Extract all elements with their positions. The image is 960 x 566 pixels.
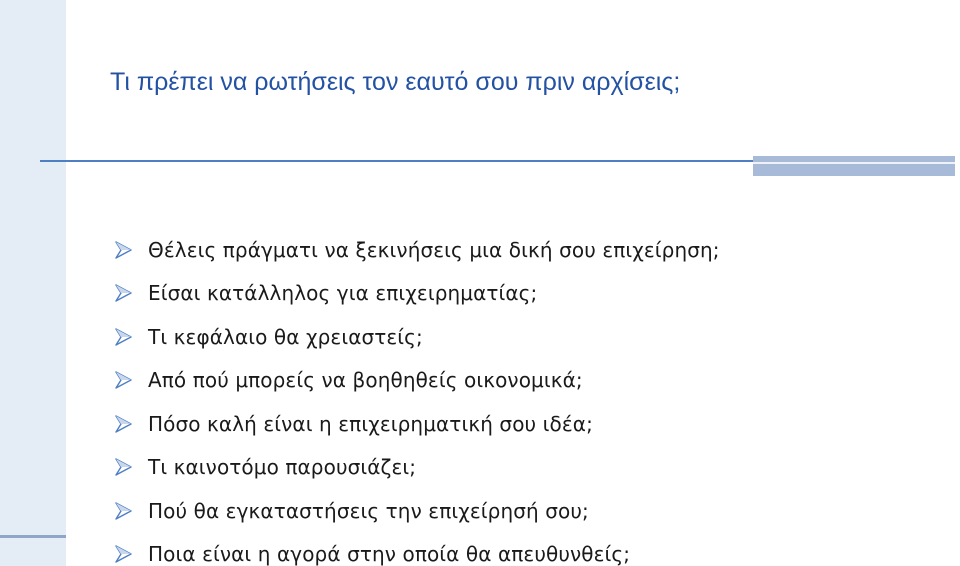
bullet-text: Θέλεις πράγματι να ξεκινήσεις μια δική σου επιχείρηση; bbox=[148, 237, 720, 262]
chevron-arrow-bullet-icon bbox=[112, 542, 136, 566]
slide-title: Τι πρέπει να ρωτήσεις τον εαυτό σου πριν αρχίσεις; bbox=[110, 68, 681, 96]
bullet-item bbox=[112, 315, 720, 359]
left-band-base-line bbox=[0, 535, 66, 538]
bullet-item bbox=[112, 272, 720, 316]
chevron-arrow-bullet-icon bbox=[112, 368, 136, 392]
chevron-arrow-bullet-icon bbox=[112, 499, 136, 523]
title-accent-bar bbox=[753, 156, 955, 176]
chevron-arrow-bullet-icon bbox=[112, 281, 136, 305]
chevron-arrow-bullet-icon bbox=[112, 455, 136, 479]
bullet-text: Είσαι κατάλληλος για επιχειρηματίας; bbox=[148, 281, 538, 306]
bullet-text: Τι καινοτόμο παρουσιάζει; bbox=[148, 455, 417, 480]
chevron-arrow-bullet-icon bbox=[112, 325, 136, 349]
bullet-item bbox=[112, 359, 720, 403]
bullet-text: Τι κεφάλαιο θα χρειαστείς; bbox=[148, 324, 423, 349]
chevron-arrow-bullet-icon bbox=[112, 412, 136, 436]
bullet-text: Πόσο καλή είναι η επιχειρηματική σου ιδέα; bbox=[148, 411, 593, 436]
chevron-arrow-bullet-icon bbox=[112, 238, 136, 262]
bullet-item bbox=[112, 446, 720, 490]
bullet-text: Πού θα εγκαταστήσεις την επιχείρησή σου; bbox=[148, 498, 589, 523]
title-divider-line bbox=[40, 160, 753, 162]
left-decorative-band bbox=[0, 0, 66, 566]
bullet-text: Ποια είναι η αγορά στην οποία θα απευθυνθείς; bbox=[148, 542, 631, 566]
bullet-item bbox=[112, 489, 720, 533]
bullet-list bbox=[112, 228, 720, 566]
bullet-item bbox=[112, 533, 720, 566]
bullet-item bbox=[112, 228, 720, 272]
bullet-text: Από πού μπορείς να βοηθηθείς οικονομικά; bbox=[148, 368, 583, 393]
bullet-item bbox=[112, 402, 720, 446]
